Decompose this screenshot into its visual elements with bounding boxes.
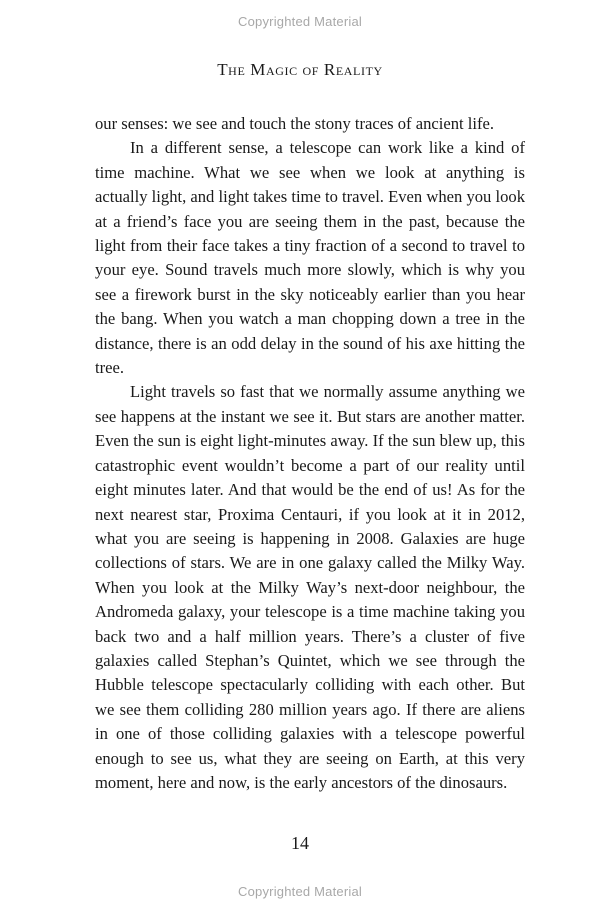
body-text: [95, 112, 525, 795]
running-header-title: The Magic of Reality: [217, 60, 383, 79]
page-number: 14: [291, 833, 309, 853]
paragraph-telescope-time-machine: In a different sense, a telescope can work like a kind of time machine. What we see when we look at anything is actually light, and light takes time to travel. Even when you look at a friend’s face you are seeing them in the past, because the light from their face takes a tiny fraction of a second to travel to your eye. Sound travels much more slowly, which is why you see a firework burst in the sky noticeably earlier than you hear the bang. When you watch a man chopping down a tree in the distance, there is an odd delay in the sound of his axe hitting the tree.: [95, 138, 525, 378]
copyright-watermark-top: Copyrighted Material: [238, 14, 362, 29]
paragraph-light-travels: Light travels so fast that we normally assume anything we see happens at the instant we see it. But stars are another matter. Even the sun is eight light-minutes away. If the sun blew up, this catastrophic event wouldn’t become a part of our reality until eight minutes later. And that would be the end of us! As for the next nearest star, Proxima Centauri, if you look at it in 2012, what you are seeing is happening in 2008. Galaxies are huge collections of stars. We are in one galaxy called the Milky Way. When you look at the Milky Way’s next-door neighbour, the Andromeda galaxy, your telescope is a time machine taking you back two and a half million years. There’s a cluster of five galaxies called Stephan’s Quintet, which we see through the Hubble telescope spectacularly colliding with each other. But we see them colliding 280 million years ago. If there are aliens in one of those colliding galaxies with a telescope powerful enough to see us, what they are seeing on Earth, at this very moment, here and now, is the early ancestors of the dinosaurs.: [95, 382, 525, 792]
copyright-watermark-bottom: Copyrighted Material: [238, 884, 362, 899]
paragraph-continuation: our senses: we see and touch the stony traces of ancient life.: [95, 114, 495, 133]
